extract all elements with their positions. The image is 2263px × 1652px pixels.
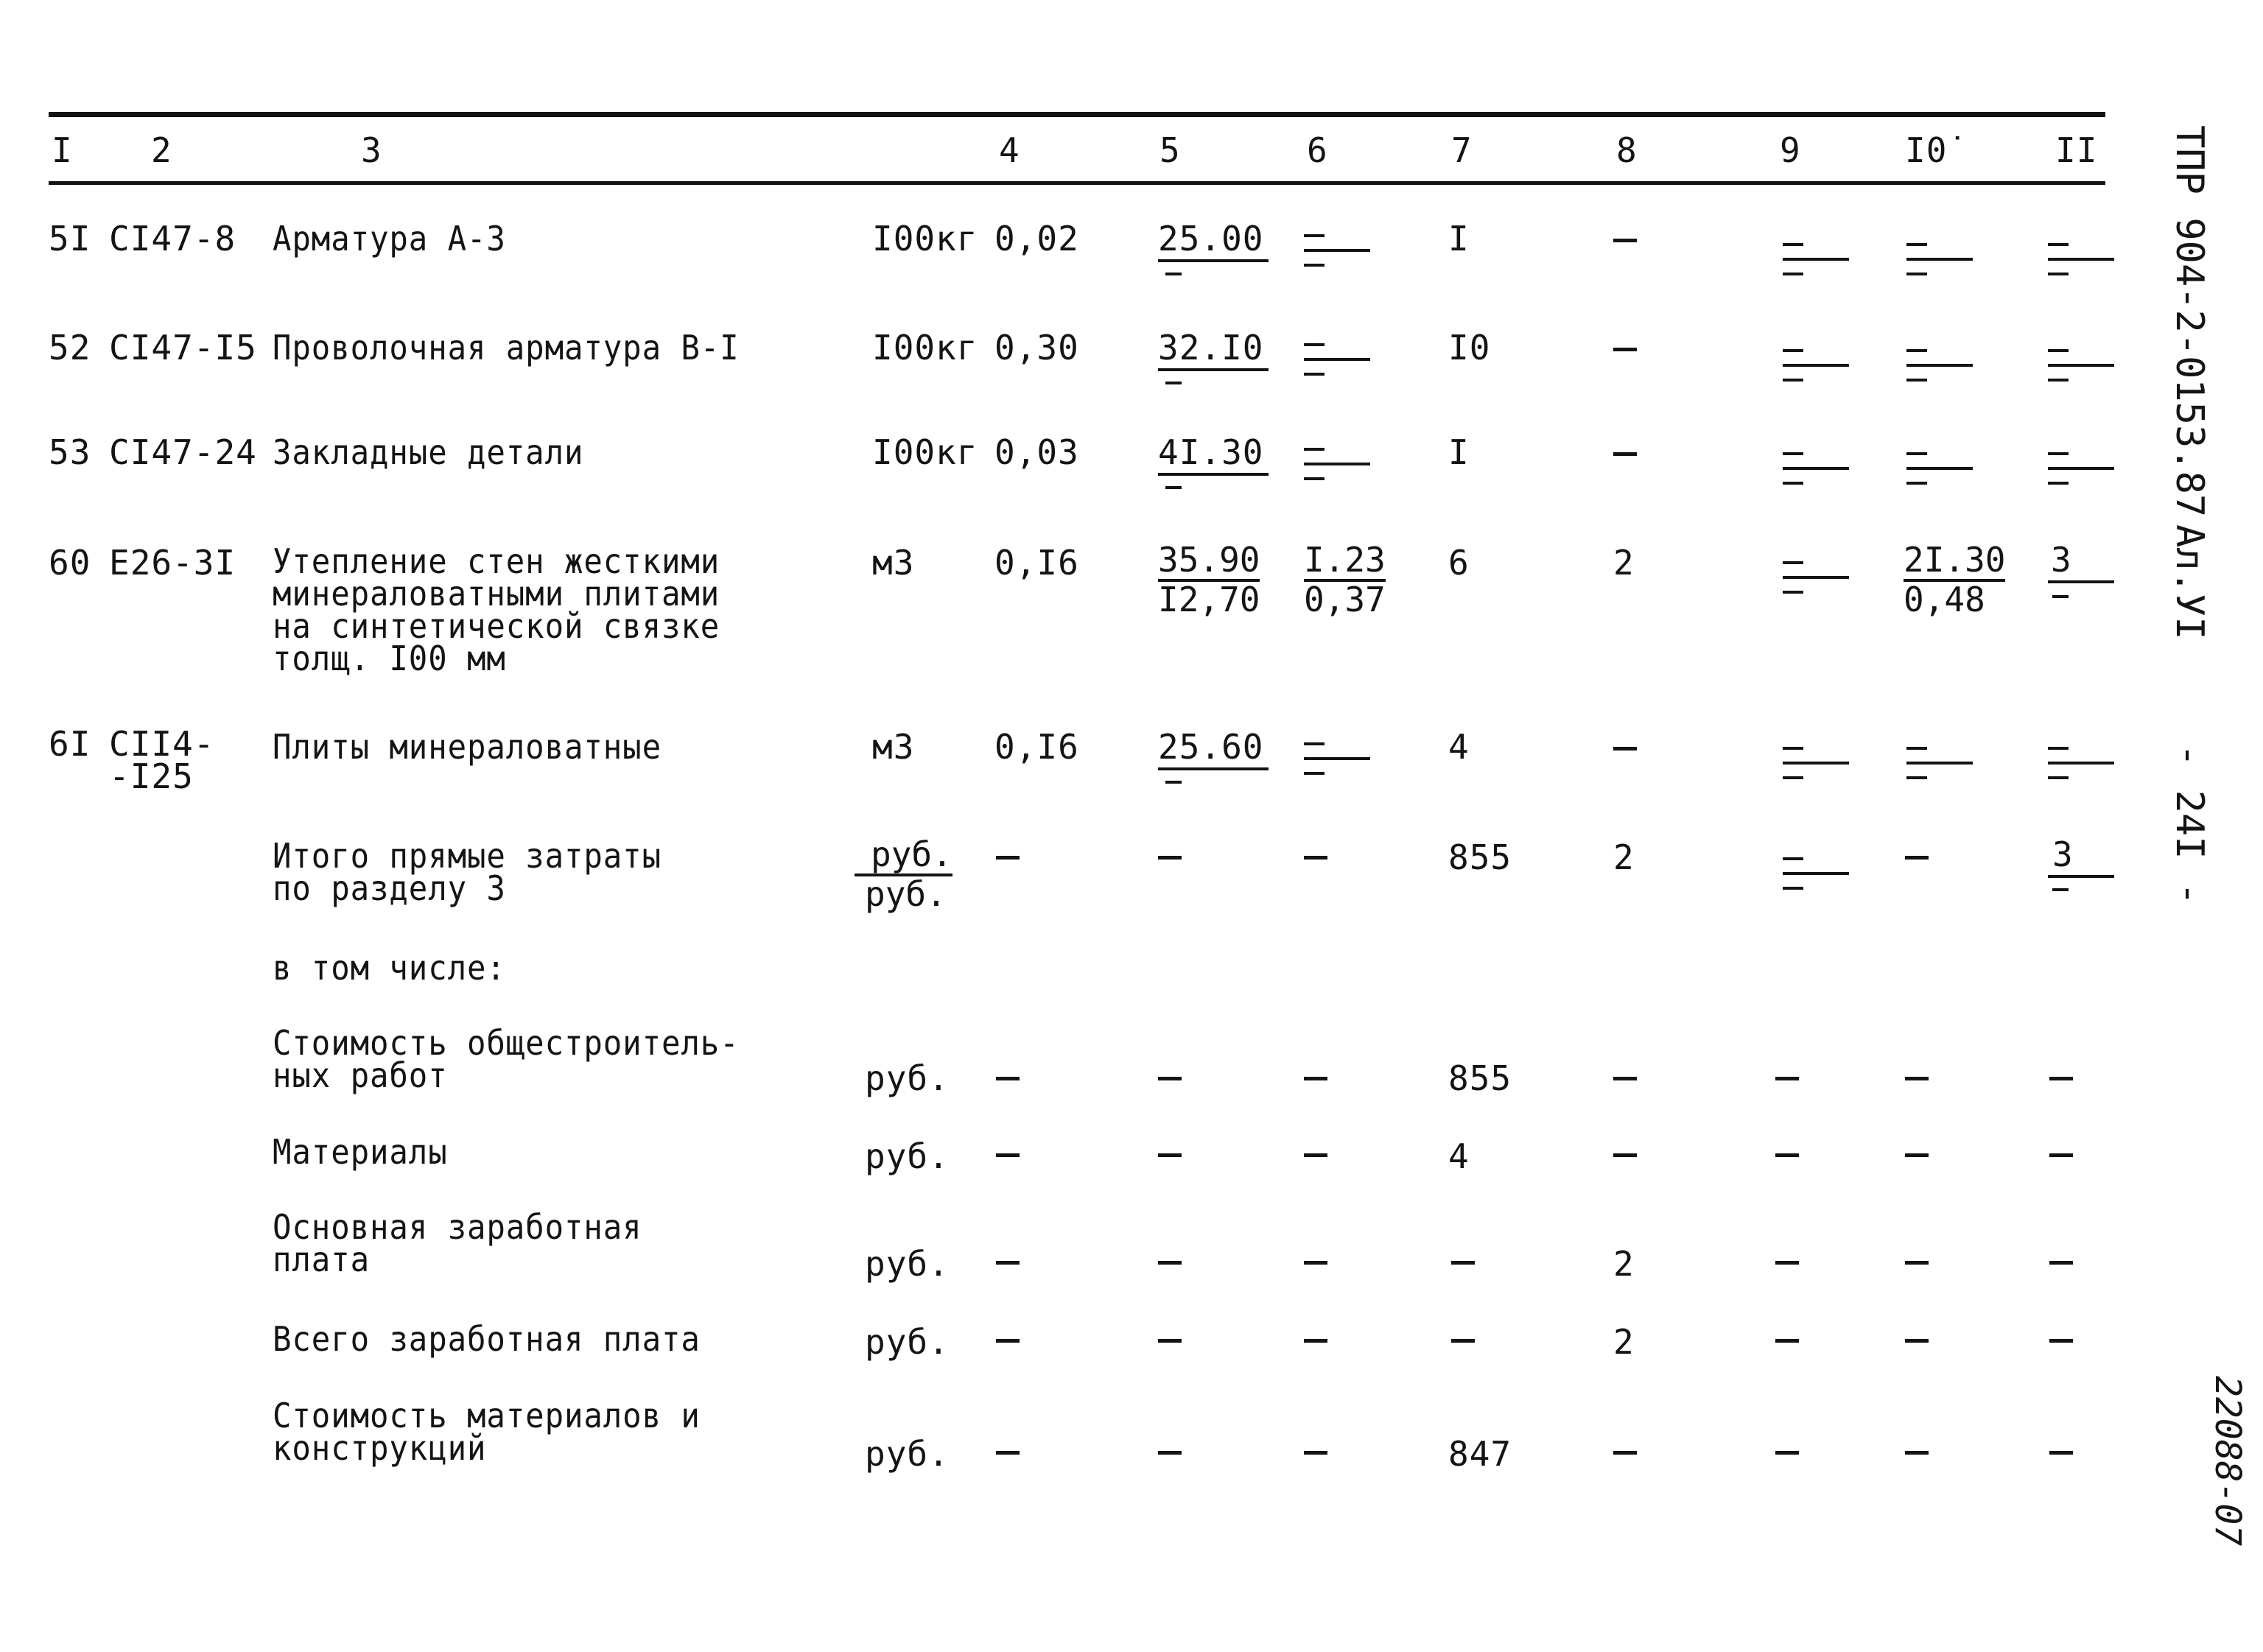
row-unit: м3 [872,727,915,767]
col-header-8: 8 [1616,130,1638,170]
ditto-mark [1304,742,1370,785]
summary-label-line: конструкций [273,1428,487,1468]
row-unit: I00кг [872,432,978,472]
empty-dash [1905,1451,1929,1455]
row-col7: I0 [1448,328,1491,368]
album-label: Ал.УI [2167,524,2211,640]
price-underline [1158,368,1269,371]
summary-label-line: Материалы [273,1132,448,1172]
summary-col8: 2 [1613,1322,1635,1362]
row-number: 60 [49,543,91,583]
row-name-line: толщ. I00 мм [273,639,506,678]
row-price: 32.I0 [1158,328,1264,368]
row-col7: I [1448,432,1470,472]
ditto-mark [1783,857,1849,900]
row-code-continued: -I25 [109,756,194,796]
ditto-mark [1906,452,1973,495]
empty-dash [1158,1451,1182,1455]
empty-dash [996,1153,1020,1157]
empty-dash [1775,1261,1799,1265]
row-code: CII4- [109,724,215,764]
summary-unit: руб. [865,1322,950,1362]
empty-dash [1158,856,1182,860]
labor-fraction [1304,542,1386,617]
col-header-9: 9 [1780,130,1801,170]
ditto-mark [1783,561,1849,604]
empty-dash [1905,1077,1929,1080]
ditto-mark [2048,452,2114,495]
row-quantity: 0,I6 [994,727,1079,767]
empty-dash [1304,1077,1327,1080]
ditto-mark [1304,234,1370,277]
row-unit: I00кг [872,328,978,368]
machine-fraction [1904,542,2005,617]
price-denominator-dash [1165,486,1182,489]
row-col8: 2 [1613,543,1635,583]
empty-dash [996,1261,1020,1265]
empty-dash [2049,1451,2073,1455]
empty-dash [1158,1339,1182,1343]
fraction-numerator: руб. [855,837,952,876]
empty-dash [1613,1153,1637,1157]
empty-dash [1304,1153,1327,1157]
fraction-numerator: 35.90 [1158,542,1260,582]
summary-col7: 847 [1448,1434,1512,1474]
summary-unit: руб. [865,1058,950,1098]
empty-dash [996,1339,1020,1343]
col-header-4: 4 [999,130,1020,170]
empty-dash [1613,1451,1637,1455]
summary-label-line: Стоимость материалов и [273,1396,701,1435]
empty-dash [1304,856,1327,860]
row-col11: 3 [2051,540,2072,580]
row-code: CI47-8 [109,219,236,259]
row-quantity: 0,02 [994,219,1079,259]
table-header-rule [49,181,2105,185]
summary-label-line: ных работ [273,1055,448,1095]
empty-dash [2049,1153,2073,1157]
price-underline [1158,473,1269,476]
row-price: 25.60 [1158,727,1264,767]
summary-label-line: Основная заработная [273,1207,642,1247]
unit-fraction [855,834,952,914]
row-number: 53 [49,432,91,472]
row-name-line: минераловатными плитами [273,574,720,614]
summary-label-line: Всего заработная плата [273,1319,701,1359]
empty-dash [1905,1153,1929,1157]
ditto-mark [1906,243,1973,286]
stamp-number: 22088-07 [2207,1376,2248,1547]
empty-dash [2049,1077,2073,1080]
empty-dash [1613,348,1637,351]
total-col8: 2 [1613,837,1635,877]
col11-underline [2048,875,2114,878]
total-col11: 3 [2052,834,2074,874]
row-col7: 4 [1448,727,1470,767]
empty-dash [1775,1153,1799,1157]
summary-unit: руб. [865,1434,950,1474]
ditto-mark [1304,448,1370,491]
summary-col7: 4 [1448,1136,1470,1176]
ditto-mark [1304,343,1370,386]
including-label: в том числе: [273,948,506,988]
empty-dash [1613,452,1637,456]
empty-dash [996,856,1020,860]
empty-dash [2049,1339,2073,1343]
ditto-mark [1906,747,1973,790]
empty-dash [996,1451,1020,1455]
row-col7: 6 [1448,543,1470,583]
fraction-numerator: I.23 [1304,542,1386,582]
row-number: 52 [49,328,91,368]
summary-col7: 855 [1448,1058,1512,1098]
empty-dash [1451,1339,1475,1343]
empty-dash [1304,1451,1327,1455]
summary-label-line: Стоимость общестроитель- [273,1023,740,1063]
ditto-mark [1783,452,1849,495]
empty-dash [1158,1077,1182,1080]
empty-dash [1775,1451,1799,1455]
fraction-numerator: 2I.30 [1904,542,2005,582]
row-code: CI47-24 [109,432,257,472]
ditto-mark [2048,349,2114,392]
ditto-mark [2048,747,2114,790]
empty-dash [1304,1261,1327,1265]
fraction-denominator: 0,37 [1304,580,1386,619]
price-denominator-dash [1165,382,1182,384]
ditto-mark [1783,243,1849,286]
col11-denominator-dash [2052,595,2069,598]
document-code: ТПР 904-2-0153.87 [2167,125,2211,518]
col11-denominator-dash [2052,888,2069,891]
fraction-denominator: руб. [865,874,947,914]
row-name-line: Утепление стен жесткими [273,541,720,581]
col-header-2: 2 [151,130,172,170]
price-fraction [1158,542,1260,617]
row-name: Проволочная арматура В-I [273,328,740,368]
ditto-mark [2048,243,2114,286]
empty-dash [1451,1261,1475,1265]
row-number: 6I [49,724,91,764]
summary-unit: руб. [865,1136,950,1176]
empty-dash [1158,1261,1182,1265]
price-underline [1158,259,1269,262]
row-code: CI47-I5 [109,328,257,368]
total-label-line: Итого прямые затраты [273,836,662,876]
total-label-line: по разделу 3 [273,868,506,908]
price-underline [1158,767,1269,770]
row-number: 5I [49,219,91,259]
col-header-1: I [52,130,73,170]
ditto-mark [1906,349,1973,392]
row-quantity: 0,03 [994,432,1079,472]
row-quantity: 0,I6 [994,543,1079,583]
total-col7: 855 [1448,837,1512,877]
fraction-denominator: I2,70 [1158,580,1260,619]
row-quantity: 0,30 [994,328,1079,368]
row-name: Арматура А-3 [273,219,506,259]
empty-dash [1905,856,1929,860]
summary-label-line: плата [273,1240,371,1279]
page-number: - 24I - [2167,744,2211,906]
empty-dash [1613,1077,1637,1080]
row-name-line: на синтетической связке [273,606,720,646]
empty-dash [1304,1339,1327,1343]
col-header-3: 3 [361,130,382,170]
col11-underline [2048,580,2114,583]
col-header-10: I0˙ [1905,130,1969,170]
row-price: 25.00 [1158,219,1264,259]
col-header-6: 6 [1307,130,1328,170]
price-denominator-dash [1165,273,1182,275]
empty-dash [1775,1077,1799,1080]
empty-dash [1613,747,1637,751]
row-name: Плиты минераловатные [273,727,662,767]
row-unit: I00кг [872,219,978,259]
ditto-mark [1783,349,1849,392]
empty-dash [996,1077,1020,1080]
row-price: 4I.30 [1158,432,1264,472]
empty-dash [1905,1261,1929,1265]
row-col7: I [1448,219,1470,259]
row-unit: м3 [872,543,915,583]
row-code: E26-3I [109,543,236,583]
row-name: Закладные детали [273,432,584,472]
col-header-5: 5 [1159,130,1181,170]
fraction-denominator: 0,48 [1904,580,1985,619]
col-header-7: 7 [1451,130,1473,170]
empty-dash [1775,1339,1799,1343]
empty-dash [2049,1261,2073,1265]
empty-dash [1905,1339,1929,1343]
table-top-rule [49,112,2105,117]
empty-dash [1613,239,1637,242]
empty-dash [1158,1153,1182,1157]
summary-col8: 2 [1613,1244,1635,1284]
ditto-mark [1783,747,1849,790]
col-header-11: II [2055,130,2098,170]
price-denominator-dash [1165,781,1182,784]
summary-unit: руб. [865,1244,950,1284]
